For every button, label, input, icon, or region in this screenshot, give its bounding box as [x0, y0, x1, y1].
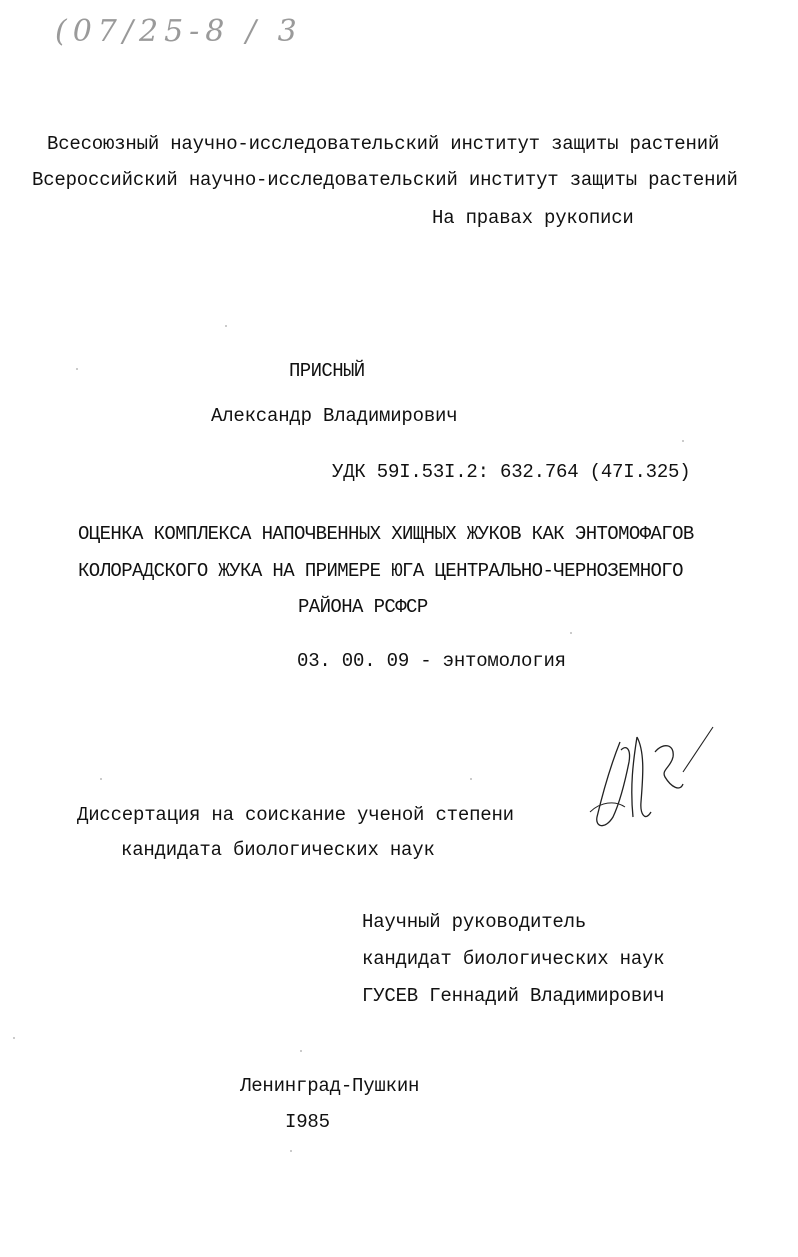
speck [290, 1150, 292, 1152]
handwritten-signature [585, 722, 720, 837]
author-surname: ПРИСНЫЙ [289, 360, 365, 382]
degree-line-2: кандидата биологических наук [121, 839, 435, 861]
title-line-1: ОЦЕНКА КОМПЛЕКСА НАПОЧВЕННЫХ ХИЩНЫХ ЖУКОВ КАК ЭНТОМОФАГОВ [78, 523, 694, 545]
speck [300, 1050, 302, 1052]
supervisor-name: ГУСЕВ Геннадий Владимирович [362, 985, 665, 1007]
speck [570, 632, 572, 634]
author-name: Александр Владимирович [211, 405, 458, 427]
archive-pencil-mark: (07/25-8 / 3 [55, 14, 303, 49]
udc-code: УДК 59I.53I.2: 632.764 (47I.325) [332, 461, 691, 483]
speck [13, 1037, 15, 1039]
speck [470, 778, 472, 780]
speck [76, 368, 78, 370]
speck [225, 325, 227, 327]
title-line-3: РАЙОНА РСФСР [298, 596, 428, 618]
speck [682, 440, 684, 442]
specialty-code: 03. 00. 09 - энтомология [297, 650, 566, 672]
manuscript-note: На правах рукописи [432, 207, 634, 229]
speck [100, 778, 102, 780]
place: Ленинград-Пушкин [240, 1075, 420, 1097]
supervisor-degree: кандидат биологических наук [362, 948, 665, 970]
degree-line-1: Диссертация на соискание ученой степени [77, 804, 514, 826]
institute-line-1: Всесоюзный научно-исследовательский институт защиты растений [47, 133, 720, 155]
year: I985 [285, 1111, 330, 1133]
title-line-2: КОЛОРАДСКОГО ЖУКА НА ПРИМЕРЕ ЮГА ЦЕНТРАЛЬНО-ЧЕРНОЗЕМНОГО [78, 560, 683, 582]
institute-line-2: Всероссийский научно-исследовательский институт защиты растений [32, 169, 738, 191]
supervisor-role: Научный руководитель [362, 911, 587, 933]
